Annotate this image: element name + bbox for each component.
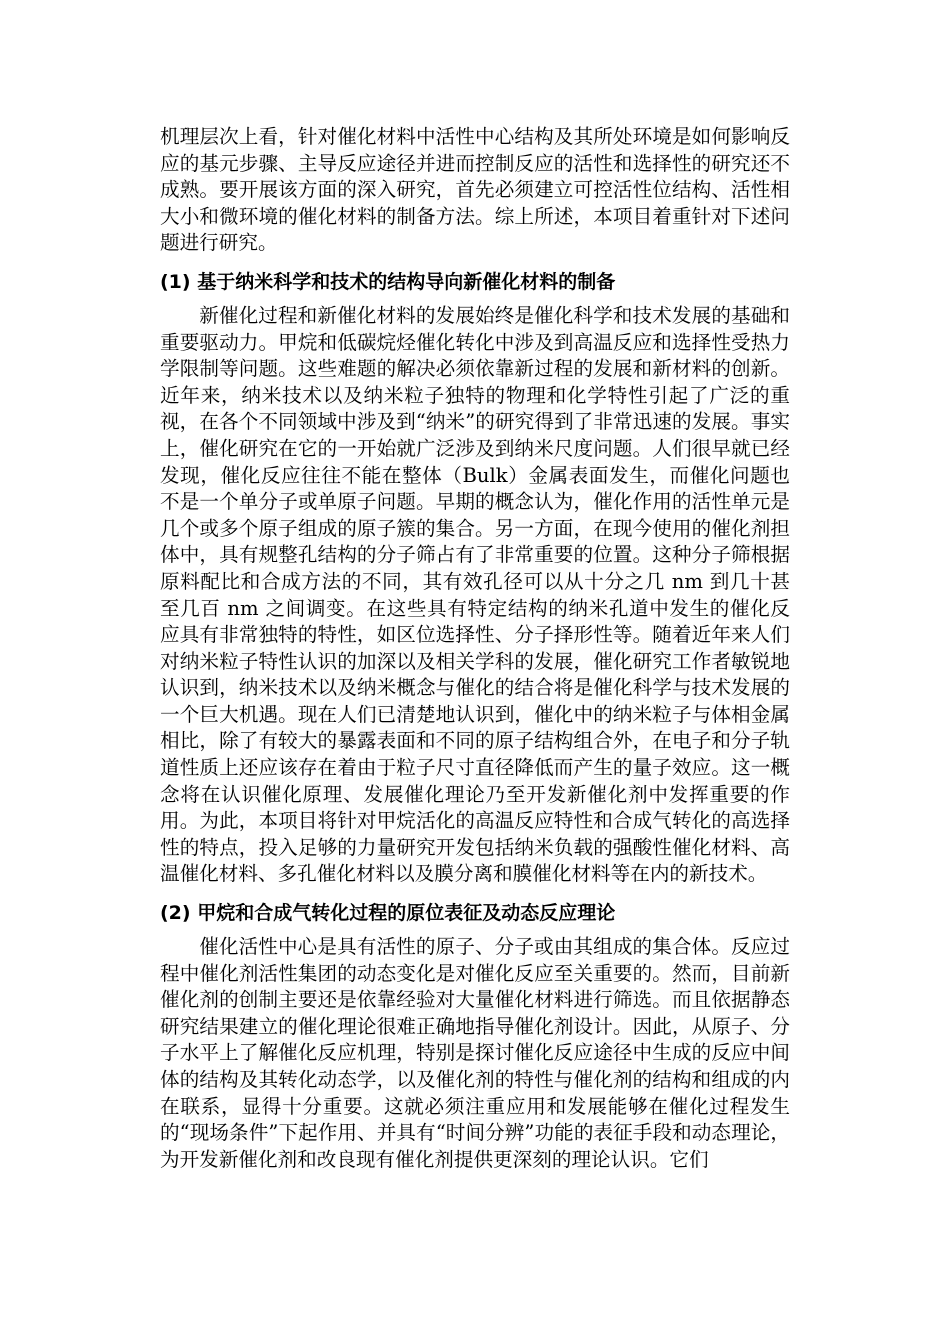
paragraph-in-situ-characterization: 催化活性中心是具有活性的原子、分子或由其组成的集合体。反应过程中催化剂活性集团的动态变化是对催化反应至关重要的。然而，目前新催化剂的创制主要还是依靠经验对大量催化材料进行筛选。而且依据静态研究结果建立的催化理论很难正确地指导催化剂设计。因此，从原子、分子水平上了解催化反应机理，特别是探讨催化反应途径中生成的反应中间体的结构及其转化动态学，以及催化剂的特性与催化剂的结构和组成的内在联系，显得十分重要。这就必须注重应用和发展能够在催化过程发生的“现场条件”下起作用、并具有“时间分辨”功能的表征手段和动态理论，为开发新催化剂和改良现有催化剂提供更深刻的理论认识。它们 xyxy=(160,935,790,1171)
document-page xyxy=(160,124,790,1173)
section-heading-1: (1) 基于纳米科学和技术的结构导向新催化材料的制备 xyxy=(160,270,616,293)
section-heading-2: (2) 甲烷和合成气转化过程的原位表征及动态反应理论 xyxy=(160,902,616,925)
paragraph-intro: 机理层次上看，针对催化材料中活性中心结构及其所处环境是如何影响反应的基元步骤、主导反应途径并进而控制反应的活性和选择性的研究还不成熟。要开展该方面的深入研究，首先必须建立可控活性位结构、活性相大小和微环境的催化材料的制备方法。综上所述，本项目着重针对下述问题进行研究。 xyxy=(160,125,790,255)
paragraph-nano-catalysis: 新催化过程和新催化材料的发展始终是催化科学和技术发展的基础和重要驱动力。甲烷和低碳烷烃催化转化中涉及到高温反应和选择性受热力学限制等问题。这些难题的解决必须依靠新过程的发展和新材料的创新。近年来，纳米技术以及纳米粒子独特的物理和化学特性引起了广泛的重视，在各个不同领域中涉及到“纳米”的研究得到了非常迅速的发展。事实上，催化研究在它的一开始就广泛涉及到纳米尺度问题。人们很早就已经发现，催化反应往往不能在整体（Bulk）金属表面发生，而催化问题也不是一个单分子或单原子问题。早期的概念认为，催化作用的活性单元是几个或多个原子组成的原子簇的集合。另一方面，在现今使用的催化剂担体中，具有规整孔结构的分子筛占有了非常重要的位置。这种分子筛根据原料配比和合成方法的不同，其有效孔径可以从十分之几 nm 到几十甚至几百 nm 之间调变。在这些具有特定结构的纳米孔道中发生的催化反应具有非常独特的特性，如区位选择性、分子择形性等。随着近年来人们对纳米粒子特性认识的加深以及相关学科的发展，催化研究工作者敏锐地认识到，纳米技术以及纳米概念与催化的结合将是催化科学与技术发展的一个巨大机遇。现在人们已清楚地认识到，催化中的纳米粒子与体相金属相比，除了有较大的暴露表面和不同的原子结构组合外，在电子和分子轨道性质上还应该存在着由于粒子尺寸直径降低而产生的量子效应。这一概念将在认识催化原理、发展催化理论乃至开发新催化剂中发挥重要的作用。为此，本项目将针对甲烷活化的高温反应特性和合成气转化的高选择性的特点，投入足够的力量研究开发包括纳米负载的强酸性催化材料、高温催化材料、多孔催化材料以及膜分离和膜催化材料等在内的新技术。 xyxy=(160,303,790,886)
